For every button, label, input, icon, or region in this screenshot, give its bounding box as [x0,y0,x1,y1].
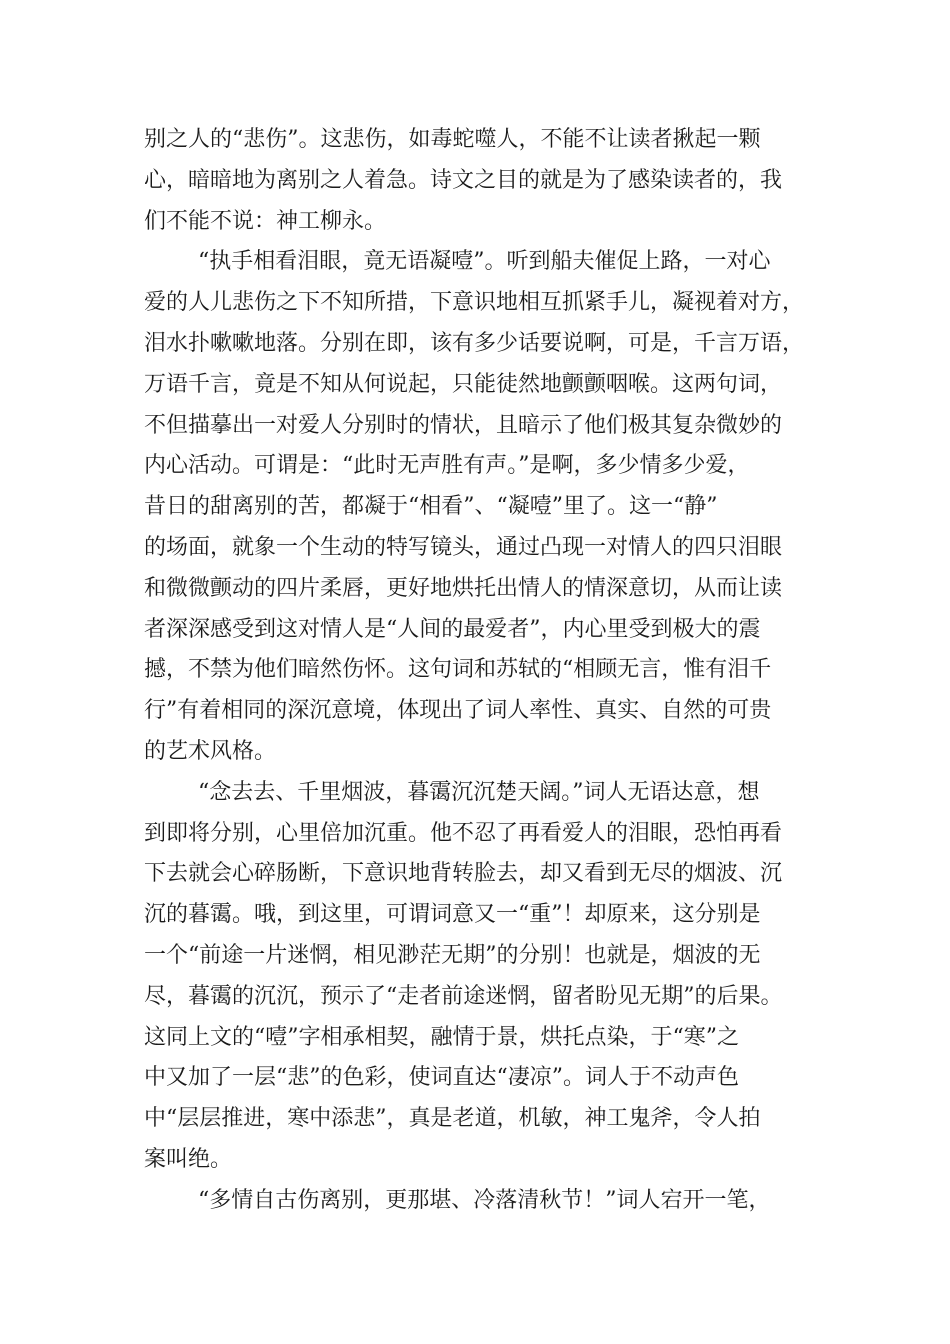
text-line: 内心活动。可谓是：“此时无声胜有声。”是啊，多少情多少爱， [144,453,750,479]
text-line: 的艺术风格。 [144,738,277,764]
text-line: 昔日的甜离别的苦，都凝于“相看”、“凝噎”里了。这一“静” [144,494,718,520]
text-line: 案叫绝。 [144,1146,233,1172]
text-line: 这同上文的“噎”字相承相契，融情于景，烘托点染，于“寒”之 [144,1024,739,1050]
text-line: 和微微颤动的四片柔唇，更好地烘托出情人的情深意切，从而让读 [144,575,783,601]
text-line: 者深深感受到这对情人是“人间的最爱者”，内心里受到极大的震 [144,616,761,642]
paragraph-first-line: “念去去、千里烟波，暮霭沉沉楚天阔。”词人无语达意，想 [198,779,760,805]
text-line: 心，暗暗地为离别之人着急。诗文之目的就是为了感染读者的，我 [144,167,783,193]
text-line: 中“层层推进，寒中添悲”，真是老道，机敏，神工鬼斧，令人拍 [144,1106,761,1132]
text-line: 尽，暮霭的沉沉，预示了“走者前途迷惘，留者盼见无期”的后果。 [144,983,783,1009]
text-line: 行”有着相同的深沉意境，体现出了词人率性、真实、自然的可贵 [144,698,772,724]
text-line: 到即将分别，心里倍加沉重。他不忍了再看爱人的泪眼，恐怕再看 [144,820,783,846]
body-text [144,120,814,1222]
text-line: 下去就会心碎肠断，下意识地背转脸去，却又看到无尽的烟波、沉 [144,861,783,887]
paragraph-first-line: “执手相看泪眼，竟无语凝噎”。听到船夫催促上路，一对心 [198,249,771,275]
text-line: 们不能不说：神工柳永。 [144,208,387,234]
paragraph-first-line: “多情自古伤离别，更那堪、冷落清秋节！”词人宕开一笔， [198,1187,771,1213]
text-line: 不但描摹出一对爱人分别时的情状，且暗示了他们极其复杂微妙的 [144,412,783,438]
text-line: 中又加了一层“悲”的色彩，使词直达“凄凉”。词人于不动声色 [144,1065,739,1091]
text-line: 万语千言，竟是不知从何说起，只能徒然地颤颤咽喉。这两句词， [144,371,783,397]
text-line: 沉的暮霭。哦，到这里，可谓词意又一“重”！却原来，这分别是 [144,902,761,928]
text-line: 爱的人儿悲伤之下不知所措，下意识地相互抓紧手儿，凝视着对方， [144,290,805,316]
text-line: 一个“前途一片迷惘，相见渺茫无期”的分别！也就是，烟波的无 [144,942,761,968]
text-line: 泪水扑嗽嗽地落。分别在即，该有多少话要说啊，可是，千言万语， [144,330,805,356]
text-line: 别之人的“悲伤”。这悲伤，如毒蛇噬人，不能不让读者揪起一颗 [144,127,761,152]
text-line: 的场面，就象一个生动的特写镜头，通过凸现一对情人的四只泪眼 [144,534,783,560]
text-line: 撼，不禁为他们暗然伤怀。这句词和苏轼的“相顾无言，惟有泪千 [144,657,772,683]
